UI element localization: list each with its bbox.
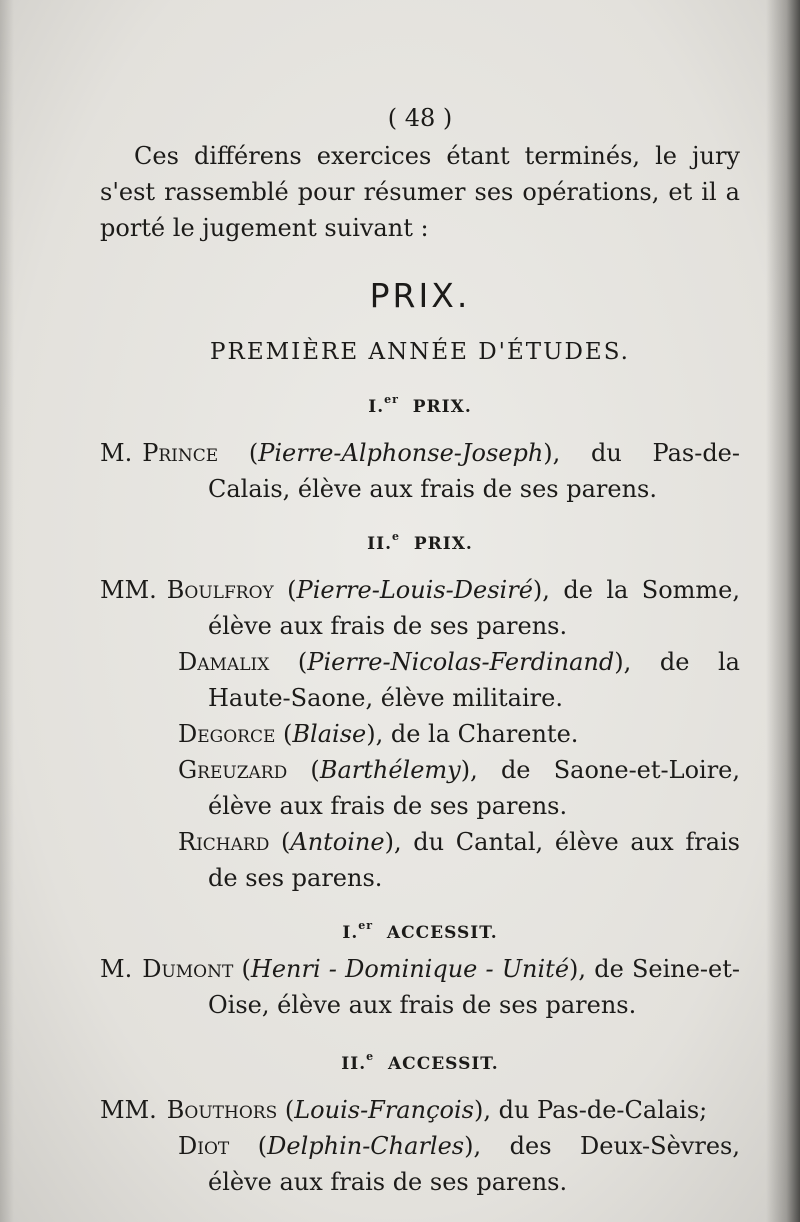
laureate-surname: Damalix xyxy=(178,648,270,676)
year-heading: PREMIÈRE ANNÉE D'ÉTUDES. xyxy=(210,339,630,365)
laureate-entry: Greuzard (Barthélemy), de Saone-et-Loire, élève aux frais de ses parens. xyxy=(178,756,741,820)
entry-prefix: MM. xyxy=(100,576,157,604)
laureate-given-names: Delphin-Charles xyxy=(267,1132,465,1160)
second-accessit-heading xyxy=(100,1039,740,1082)
intro-paragraph: Ces différens exercices étant terminés, le jury s'est rassemblé pour résumer ses opérations, et il a porté le jugement suivant : xyxy=(100,142,740,242)
laureate-entry: Damalix (Pierre-Nicolas-Ferdinand), de la Haute-Saone, élève militaire. xyxy=(178,648,740,712)
first-accessit-heading xyxy=(100,908,740,951)
laureate-details: , de Saone-et-Loire, élève aux frais de ses parens. xyxy=(208,756,741,820)
page-number: ( 48 ) xyxy=(387,104,453,132)
laureate-surname: Greuzard xyxy=(178,756,288,784)
ordinal-sup: er xyxy=(384,393,399,406)
laureate-entry: Richard (Antoine), du Cantal, élève aux frais de ses parens. xyxy=(178,828,740,892)
laureate-given-names: Blaise xyxy=(292,720,367,748)
first-prize-heading xyxy=(100,382,740,425)
laureate-surname: Prince xyxy=(142,439,219,467)
page-left-shadow xyxy=(0,0,14,1222)
laureate-details: , de Seine-et-Oise, élève aux frais de ses parens. xyxy=(208,955,740,1019)
laureate-details: , de la Haute-Saone, élève militaire. xyxy=(208,648,740,712)
page-text xyxy=(100,100,740,1200)
laureate-given-names: Henri - Dominique - Unité xyxy=(250,955,570,983)
ordinal-sup: er xyxy=(358,919,374,932)
laureate-surname: Diot xyxy=(178,1132,230,1160)
laureate-surname: Dumont xyxy=(142,955,234,983)
heading-label: ACCESSIT. xyxy=(386,923,498,943)
laureate-details: , des Deux-Sèvres, élève aux frais de ses parens. xyxy=(208,1132,740,1196)
heading-label: ACCESSIT. xyxy=(387,1054,499,1074)
numeral: I. xyxy=(368,397,385,417)
numeral: II. xyxy=(341,1054,367,1074)
laureate-entry: Diot (Delphin-Charles), des Deux-Sèvres, élève aux frais de ses parens. xyxy=(178,1132,740,1196)
entry-prefix: M. xyxy=(100,439,133,467)
laureate-details: , de la Somme, élève aux frais de ses parens. xyxy=(208,576,740,640)
page-gutter-shadow xyxy=(766,0,800,1222)
ordinal-sup: e xyxy=(392,530,400,543)
laureate-given-names: Pierre-Louis-Desiré xyxy=(296,576,533,604)
laureate-entry: MM. Boulfroy (Pierre-Louis-Desiré), de la Somme, élève aux frais de ses parens. xyxy=(100,576,740,640)
prix-heading: PRIX. xyxy=(369,276,471,315)
laureate-surname: Richard xyxy=(178,828,270,856)
entry-prefix: M. xyxy=(100,955,133,983)
ordinal-sup: e xyxy=(366,1050,375,1063)
laureate-entry: MM. Bouthors (Louis-François), du Pas-de-Calais; xyxy=(100,1096,708,1124)
heading-label: PRIX. xyxy=(412,397,472,417)
numeral: I. xyxy=(342,923,359,943)
laureate-given-names: Pierre-Alphonse-Joseph xyxy=(258,439,544,467)
laureate-details: , du Cantal, élève aux frais de ses parens. xyxy=(208,828,740,892)
laureate-given-names: Louis-François xyxy=(294,1096,474,1124)
laureate-given-names: Antoine xyxy=(290,828,385,856)
laureate-entry: M. Dumont (Henri - Dominique - Unité), de Seine-et-Oise, élève aux frais de ses parens. xyxy=(100,955,740,1019)
numeral: II. xyxy=(367,534,392,554)
laureate-given-names: Pierre-Nicolas-Ferdinand xyxy=(307,648,615,676)
laureate-entry: Degorce (Blaise), de la Charente. xyxy=(178,720,579,748)
laureate-entry: M. Prince (Pierre-Alphonse-Joseph), du Pas-de-Calais, élève aux frais de ses parens. xyxy=(100,439,740,503)
heading-label: PRIX. xyxy=(413,534,473,554)
laureate-details: , du Pas-de-Calais, élève aux frais de ses parens. xyxy=(208,439,740,503)
laureate-surname: Bouthors xyxy=(166,1096,278,1124)
laureate-details: , de la Charente. xyxy=(375,720,579,748)
laureate-given-names: Barthélemy xyxy=(319,756,461,784)
laureate-surname: Boulfroy xyxy=(166,576,274,604)
entry-prefix: MM. xyxy=(100,1096,157,1124)
laureate-details: , du Pas-de-Calais; xyxy=(483,1096,708,1124)
laureate-surname: Degorce xyxy=(178,720,276,748)
second-prize-heading xyxy=(100,519,740,562)
